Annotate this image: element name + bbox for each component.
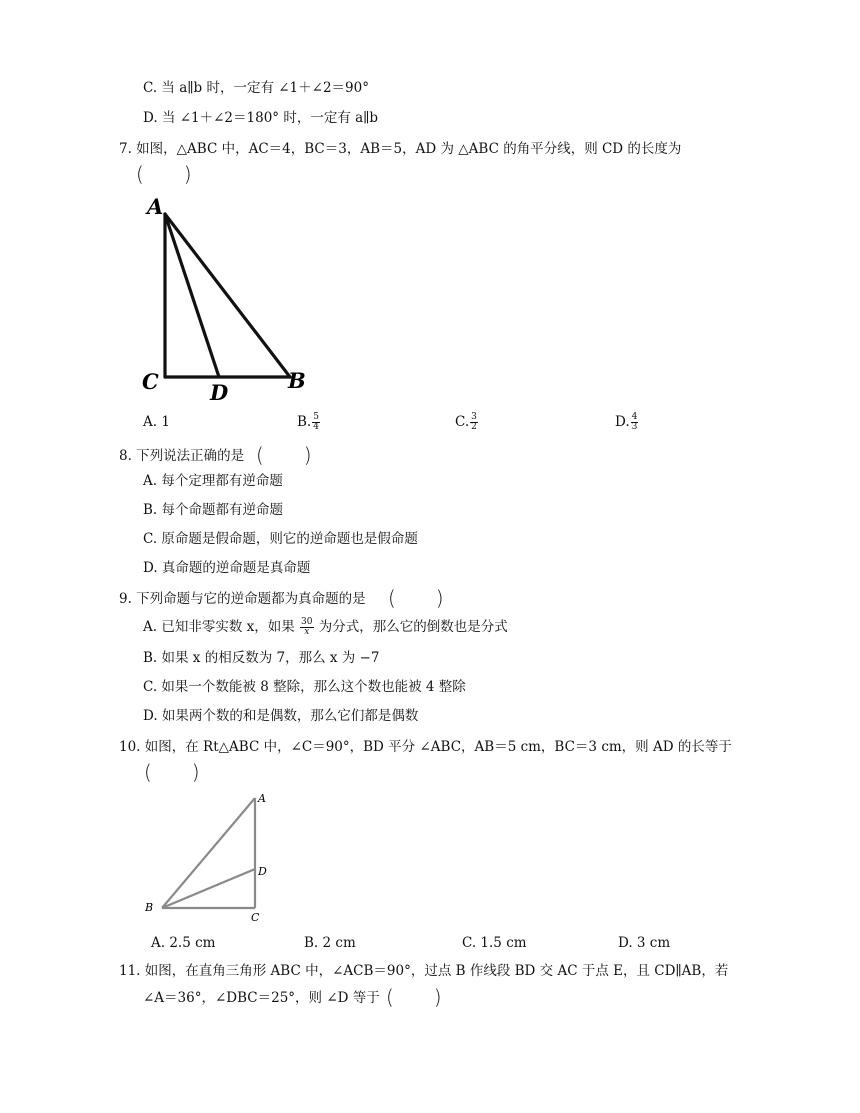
q8-option-d: D. 真命题的逆命题是真命题 bbox=[143, 560, 311, 576]
q10-option-b: B. 2 cm bbox=[304, 935, 356, 951]
q7-label-a: A bbox=[147, 194, 164, 219]
q9-option-a-post: 为分式，那么它的倒数也是分式 bbox=[318, 619, 508, 635]
fraction-numerator: 4 bbox=[631, 412, 638, 422]
q7-option-a: A. 1 bbox=[143, 414, 170, 430]
q9-stem: 9. 下列命题与它的逆命题都为真命题的是 bbox=[119, 591, 366, 607]
q7-option-c-prefix: C. bbox=[455, 414, 470, 430]
q10-label-d: D bbox=[258, 865, 267, 878]
q10-label-c: C bbox=[251, 911, 260, 924]
q7-option-d-fraction bbox=[631, 413, 639, 432]
q10-triangle-figure bbox=[140, 788, 280, 928]
q8-option-b: B. 每个命题都有逆命题 bbox=[143, 502, 284, 518]
q8-option-a: A. 每个定理都有逆命题 bbox=[143, 473, 283, 489]
q7-side-ab bbox=[165, 214, 290, 377]
fraction-denominator: 3 bbox=[631, 422, 638, 432]
q8-answer-paren: ( ) bbox=[256, 443, 312, 467]
q7-option-b-prefix: B. bbox=[297, 414, 312, 430]
q7-stem: 7. 如图，△ABC 中，AC＝4，BC＝3，AB＝5，AD 为 △ABC 的角平分线，则 CD 的长度为 bbox=[119, 141, 682, 157]
q10-side-ab bbox=[162, 798, 255, 908]
fraction-numerator: 30 bbox=[301, 617, 313, 627]
q10-stem: 10. 如图，在 Rt△ABC 中，∠C＝90°，BD 平分 ∠ABC，AB＝5 cm，BC＝3 cm，则 AD 的长等于 bbox=[119, 739, 732, 755]
q10-answer-paren: ( ) bbox=[144, 760, 200, 784]
q9-option-a-pre: A. 已知非零实数 x，如果 bbox=[143, 619, 295, 635]
q7-label-c: C bbox=[142, 369, 159, 394]
q7-triangle-figure bbox=[140, 190, 320, 405]
q7-option-d-prefix: D. bbox=[615, 414, 630, 430]
fraction-denominator: 2 bbox=[471, 422, 477, 432]
q8-option-c: C. 原命题是假命题，则它的逆命题也是假命题 bbox=[143, 531, 418, 547]
q8-stem: 8. 下列说法正确的是 bbox=[119, 448, 245, 464]
q6-option-c: C. 当 a∥b 时，一定有 ∠1＋∠2＝90° bbox=[143, 80, 369, 96]
q9-answer-paren: ( ) bbox=[388, 586, 444, 610]
q11-stem-line1: 11. 如图，在直角三角形 ABC 中，∠ACB＝90°，过点 B 作线段 BD 交 AC 于点 E，且 CD∥AB，若 bbox=[119, 963, 729, 979]
q7-option-b bbox=[297, 413, 321, 432]
q10-option-c: C. 1.5 cm bbox=[462, 935, 527, 951]
q7-label-b: B bbox=[288, 368, 306, 393]
q9-option-a-fraction bbox=[300, 618, 313, 637]
q10-label-a: A bbox=[258, 792, 266, 805]
q10-option-d: D. 3 cm bbox=[618, 935, 671, 951]
q10-option-a: A. 2.5 cm bbox=[151, 935, 216, 951]
fraction-numerator: 3 bbox=[471, 412, 477, 422]
q9-option-a bbox=[143, 618, 508, 637]
q9-option-c: C. 如果一个数能被 8 整除，那么这个数也能被 4 整除 bbox=[143, 679, 466, 695]
fraction-denominator: x bbox=[304, 627, 310, 637]
q11-answer-paren: ( ) bbox=[386, 985, 442, 1009]
q11-stem-line2: ∠A＝36°，∠DBC＝25°，则 ∠D 等于 bbox=[143, 990, 380, 1006]
q9-option-b: B. 如果 x 的相反数为 7，那么 x 为 −7 bbox=[143, 650, 380, 666]
q10-label-b: B bbox=[145, 901, 154, 914]
q7-label-d: D bbox=[210, 380, 229, 405]
fraction-numerator: 5 bbox=[313, 412, 319, 422]
q7-bisector-ad bbox=[165, 214, 219, 377]
q9-option-d: D. 如果两个数的和是偶数，那么它们都是偶数 bbox=[143, 708, 419, 724]
q7-answer-paren: ( ) bbox=[136, 162, 192, 186]
q7-option-d bbox=[615, 413, 639, 432]
q7-option-c-fraction bbox=[470, 413, 478, 432]
q7-option-b-fraction bbox=[312, 413, 320, 432]
q6-option-d: D. 当 ∠1＋∠2＝180° 时，一定有 a∥b bbox=[143, 110, 379, 126]
q7-option-c bbox=[455, 413, 479, 432]
q10-bisector-bd bbox=[162, 869, 255, 908]
fraction-denominator: 4 bbox=[313, 422, 319, 432]
